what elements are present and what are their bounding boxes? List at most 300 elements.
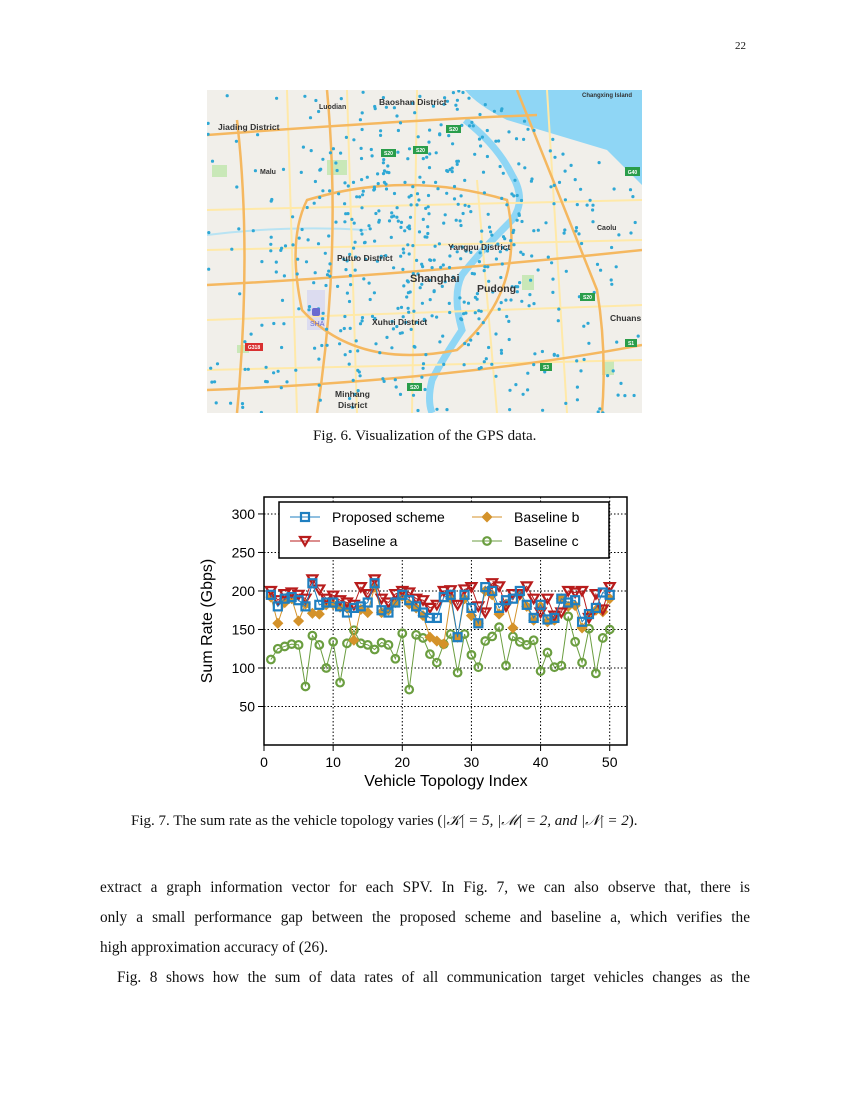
- gps-point: [382, 161, 385, 164]
- gps-point: [402, 251, 405, 254]
- gps-point: [215, 401, 218, 404]
- airport-icon: [312, 308, 320, 316]
- shield-g40: G40: [627, 170, 638, 176]
- gps-point: [349, 283, 352, 286]
- gps-point: [399, 121, 402, 124]
- gps-point: [441, 335, 444, 338]
- gps-point: [422, 218, 425, 221]
- gps-point: [319, 168, 322, 171]
- gps-point: [385, 336, 388, 339]
- gps-point: [508, 408, 511, 411]
- gps-point: [415, 259, 418, 262]
- gps-point: [431, 266, 434, 269]
- gps-point: [406, 157, 409, 160]
- gps-point: [612, 369, 615, 372]
- gps-point: [438, 242, 441, 245]
- gps-point: [334, 161, 337, 164]
- gps-point: [408, 227, 411, 230]
- text-line: high approximation accuracy of (26).: [100, 939, 329, 956]
- gps-point: [383, 181, 386, 184]
- gps-point: [455, 219, 458, 222]
- gps-point: [427, 194, 430, 197]
- gps-point: [558, 181, 561, 184]
- gps-point: [395, 385, 398, 388]
- gps-point: [549, 149, 552, 152]
- caption-math: |𝒦| = 5, |ℳ| = 2, and |𝒩| = 2: [442, 813, 629, 829]
- gps-point: [453, 185, 456, 188]
- gps-point: [563, 232, 566, 235]
- gps-point: [565, 270, 568, 273]
- gps-point: [591, 204, 594, 207]
- gps-point: [433, 289, 436, 292]
- gps-point: [438, 132, 441, 135]
- gps-point: [428, 152, 431, 155]
- x-tick-label: 30: [463, 754, 480, 770]
- gps-point: [481, 136, 484, 139]
- gps-point: [619, 382, 622, 385]
- gps-point: [361, 319, 364, 322]
- gps-point: [307, 308, 310, 311]
- gps-point: [360, 232, 363, 235]
- gps-point: [235, 185, 238, 188]
- gps-point: [461, 91, 464, 94]
- gps-point: [606, 374, 609, 377]
- gps-point: [434, 245, 437, 248]
- gps-point: [282, 168, 285, 171]
- x-tick-label: 40: [532, 754, 549, 770]
- gps-point: [348, 300, 351, 303]
- gps-point: [438, 340, 441, 343]
- gps-point: [478, 260, 481, 263]
- gps-point: [371, 154, 374, 157]
- gps-point: [446, 170, 449, 173]
- gps-point: [486, 155, 489, 158]
- gps-point: [591, 208, 594, 211]
- label-changxing: Changxing Island: [582, 93, 633, 99]
- gps-point: [448, 302, 451, 305]
- gps-point: [260, 324, 263, 327]
- gps-point: [478, 367, 481, 370]
- gps-point: [467, 205, 470, 208]
- gps-point: [582, 325, 585, 328]
- gps-point: [486, 129, 489, 132]
- gps-point: [396, 206, 399, 209]
- gps-point: [551, 291, 554, 294]
- gps-point: [411, 185, 414, 188]
- gps-point: [520, 199, 523, 202]
- gps-point: [281, 299, 284, 302]
- label-yangpu: Yangpu District: [448, 242, 511, 252]
- gps-point: [301, 228, 304, 231]
- gps-point: [610, 283, 613, 286]
- gps-point: [349, 350, 352, 353]
- gps-point: [378, 219, 381, 222]
- gps-point: [355, 339, 358, 342]
- gps-point: [629, 188, 632, 191]
- gps-point: [436, 187, 439, 190]
- gps-point: [280, 346, 283, 349]
- gps-point: [574, 178, 577, 181]
- gps-point: [459, 219, 462, 222]
- gps-point: [471, 272, 474, 275]
- gps-point: [312, 281, 315, 284]
- gps-point: [598, 407, 601, 410]
- gps-point: [361, 111, 364, 114]
- gps-point: [403, 181, 406, 184]
- gps-point: [463, 301, 466, 304]
- gps-point: [314, 271, 317, 274]
- gps-point: [352, 181, 355, 184]
- gps-point: [428, 166, 431, 169]
- gps-point: [362, 277, 365, 280]
- gps-point: [373, 240, 376, 243]
- gps-point: [516, 219, 519, 222]
- gps-point: [420, 376, 423, 379]
- gps-point: [617, 233, 620, 236]
- gps-point: [235, 140, 238, 143]
- gps-point: [419, 286, 422, 289]
- gps-point: [396, 307, 399, 310]
- gps-point: [352, 247, 355, 250]
- gps-point: [385, 187, 388, 190]
- gps-point: [349, 327, 352, 330]
- shield-s20: S20: [410, 385, 419, 391]
- gps-point: [340, 97, 343, 100]
- gps-point: [610, 246, 613, 249]
- gps-point: [541, 409, 544, 412]
- gps-point: [634, 221, 637, 224]
- gps-point: [282, 322, 285, 325]
- gps-point: [489, 230, 492, 233]
- gps-point: [463, 179, 466, 182]
- gps-point: [328, 189, 331, 192]
- gps-point: [343, 202, 346, 205]
- gps-point: [350, 218, 353, 221]
- gps-point: [408, 252, 411, 255]
- gps-point: [633, 394, 636, 397]
- gps-point: [360, 178, 363, 181]
- gps-point: [256, 133, 259, 136]
- gps-point: [336, 169, 339, 172]
- gps-point: [353, 222, 356, 225]
- gps-point: [321, 189, 324, 192]
- label-jiading: Jiading District: [218, 122, 280, 132]
- gps-point: [583, 358, 586, 361]
- gps-point: [426, 232, 429, 235]
- gps-point: [241, 402, 244, 405]
- gps-point: [500, 109, 503, 112]
- gps-point: [230, 248, 233, 251]
- gps-point: [403, 229, 406, 232]
- gps-point: [488, 226, 491, 229]
- gps-point: [478, 138, 481, 141]
- gps-point: [238, 292, 241, 295]
- gps-point: [241, 406, 244, 409]
- gps-point: [544, 221, 547, 224]
- gps-point: [477, 317, 480, 320]
- gps-point: [448, 254, 451, 257]
- label-baoshan: Baoshan District: [379, 97, 447, 107]
- gps-point: [247, 368, 250, 371]
- gps-point: [418, 176, 421, 179]
- label-luodian: Luodian: [319, 104, 347, 111]
- gps-point: [441, 285, 444, 288]
- gps-point: [322, 312, 325, 315]
- figure6-caption: Fig. 6. Visualization of the GPS data.: [313, 428, 537, 444]
- figure7-caption: [131, 812, 638, 830]
- gps-point: [347, 184, 350, 187]
- gps-point: [393, 192, 396, 195]
- legend-label: Baseline b: [514, 509, 580, 525]
- gps-point: [425, 236, 428, 239]
- gps-point: [468, 124, 471, 127]
- shield-s20: S20: [449, 127, 458, 133]
- gps-point: [362, 190, 365, 193]
- gps-point: [523, 166, 526, 169]
- gps-point: [422, 367, 425, 370]
- gps-point: [463, 342, 466, 345]
- gps-point: [327, 270, 330, 273]
- gps-point: [526, 372, 529, 375]
- gps-point: [317, 242, 320, 245]
- gps-point: [435, 408, 438, 411]
- y-tick-label: 150: [231, 621, 255, 638]
- gps-point: [467, 343, 470, 346]
- gps-point: [309, 116, 312, 119]
- gps-point: [374, 212, 377, 215]
- gps-point: [456, 99, 459, 102]
- gps-point: [528, 304, 531, 307]
- gps-point: [408, 147, 411, 150]
- gps-point: [551, 278, 554, 281]
- gps-point: [564, 402, 567, 405]
- gps-point: [557, 319, 560, 322]
- gps-point: [483, 269, 486, 272]
- gps-point: [623, 394, 626, 397]
- gps-point: [284, 244, 287, 247]
- gps-point: [264, 380, 267, 383]
- gps-point: [518, 281, 521, 284]
- gps-point: [442, 263, 445, 266]
- gps-point: [575, 229, 578, 232]
- gps-point: [277, 370, 280, 373]
- gps-point: [422, 181, 425, 184]
- gps-point: [260, 260, 263, 263]
- gps-point: [272, 322, 275, 325]
- gps-point: [552, 202, 555, 205]
- gps-point: [378, 351, 381, 354]
- gps-point: [401, 331, 404, 334]
- gps-point: [485, 357, 488, 360]
- gps-point: [505, 203, 508, 206]
- gps-point: [429, 259, 432, 262]
- gps-point: [500, 352, 503, 355]
- gps-point: [291, 243, 294, 246]
- gps-point: [547, 256, 550, 259]
- gps-point: [494, 140, 497, 143]
- gps-point: [358, 370, 361, 373]
- gps-point: [460, 318, 463, 321]
- gps-point: [487, 346, 490, 349]
- gps-point: [406, 243, 409, 246]
- gps-point: [279, 249, 282, 252]
- gps-point: [237, 227, 240, 230]
- gps-point: [512, 229, 515, 232]
- chart-series: [266, 575, 615, 693]
- gps-point: [580, 242, 583, 245]
- gps-point: [386, 164, 389, 167]
- gps-point: [512, 243, 515, 246]
- data-point: [509, 624, 517, 632]
- gps-point: [502, 172, 505, 175]
- y-tick-label: 100: [231, 659, 255, 676]
- gps-point: [327, 234, 330, 237]
- gps-point: [586, 322, 589, 325]
- gps-point: [416, 409, 419, 412]
- gps-point: [458, 296, 461, 299]
- gps-point: [576, 398, 579, 401]
- gps-point: [493, 110, 496, 113]
- gps-point: [530, 177, 533, 180]
- page-number: 22: [735, 40, 746, 52]
- gps-point: [435, 151, 438, 154]
- gps-point: [589, 199, 592, 202]
- gps-point: [448, 311, 451, 314]
- gps-point: [575, 226, 578, 229]
- gps-point: [344, 212, 347, 215]
- gps-point: [500, 197, 503, 200]
- gps-point: [501, 262, 504, 265]
- gps-point: [520, 300, 523, 303]
- gps-point: [354, 241, 357, 244]
- gps-point: [291, 215, 294, 218]
- gps-point: [523, 120, 526, 123]
- gps-point: [541, 350, 544, 353]
- gps-point: [343, 220, 346, 223]
- x-tick-label: 0: [260, 754, 268, 770]
- chart-legend: [279, 502, 609, 558]
- gps-point: [456, 163, 459, 166]
- gps-point: [424, 353, 427, 356]
- gps-point: [209, 367, 212, 370]
- gps-point: [423, 388, 426, 391]
- gps-map: [207, 90, 642, 413]
- gps-point: [424, 207, 427, 210]
- gps-point: [500, 301, 503, 304]
- gps-point: [373, 291, 376, 294]
- gps-point: [343, 327, 346, 330]
- gps-point: [250, 333, 253, 336]
- gps-point: [275, 270, 278, 273]
- gps-point: [494, 332, 497, 335]
- gps-point: [530, 254, 533, 257]
- gps-point: [564, 198, 567, 201]
- shield-s1: S1: [627, 341, 635, 347]
- gps-point: [382, 158, 385, 161]
- gps-point: [407, 311, 410, 314]
- caption-end: ).: [628, 813, 638, 829]
- gps-point: [505, 315, 508, 318]
- gps-point: [473, 153, 476, 156]
- gps-point: [280, 386, 283, 389]
- gps-point: [318, 384, 321, 387]
- gps-point: [397, 220, 400, 223]
- gps-point: [451, 142, 454, 145]
- gps-point: [216, 362, 219, 365]
- gps-point: [213, 380, 216, 383]
- label-minhang-district: District: [338, 400, 368, 410]
- gps-point: [343, 315, 346, 318]
- gps-point: [370, 148, 373, 151]
- gps-point: [610, 278, 613, 281]
- legend-label: Baseline c: [514, 533, 579, 549]
- gps-point: [482, 321, 485, 324]
- gps-point: [275, 261, 278, 264]
- gps-point: [532, 129, 535, 132]
- gps-point: [416, 192, 419, 195]
- label-putuo: Putuo District: [337, 253, 393, 263]
- gps-point: [528, 293, 531, 296]
- gps-point: [515, 137, 518, 140]
- gps-point: [405, 295, 408, 298]
- gps-point: [336, 285, 339, 288]
- gps-point: [383, 380, 386, 383]
- gps-point: [464, 204, 467, 207]
- label-minhang: Minhang: [335, 389, 370, 399]
- gps-point: [417, 198, 420, 201]
- gps-point: [332, 147, 335, 150]
- gps-point: [328, 262, 331, 265]
- gps-point: [576, 203, 579, 206]
- gps-point: [425, 156, 428, 159]
- gps-point: [459, 257, 462, 260]
- gps-point: [453, 197, 456, 200]
- gps-point: [339, 152, 342, 155]
- data-point: [295, 617, 303, 625]
- gps-point: [345, 136, 348, 139]
- gps-point: [390, 236, 393, 239]
- gps-point: [469, 339, 472, 342]
- gps-point: [395, 216, 398, 219]
- gps-point: [484, 103, 487, 106]
- gps-point: [486, 265, 489, 268]
- gps-point: [483, 191, 486, 194]
- x-tick-label: 10: [325, 754, 341, 770]
- gps-point: [313, 202, 316, 205]
- gps-point: [482, 171, 485, 174]
- gps-point: [577, 232, 580, 235]
- gps-point: [344, 353, 347, 356]
- y-tick-label: 300: [231, 505, 255, 522]
- gps-point: [392, 215, 395, 218]
- gps-point: [320, 344, 323, 347]
- gps-point: [459, 224, 462, 227]
- body-paragraph-1: [100, 873, 750, 993]
- caption-text: Fig. 7. The sum rate as the vehicle topology varies (: [131, 813, 443, 829]
- gps-point: [369, 227, 372, 230]
- gps-point: [570, 164, 573, 167]
- gps-point: [355, 195, 358, 198]
- gps-point: [390, 346, 393, 349]
- gps-point: [374, 107, 377, 110]
- gps-point: [440, 123, 443, 126]
- gps-point: [516, 290, 519, 293]
- gps-point: [376, 172, 379, 175]
- gps-point: [434, 181, 437, 184]
- gps-point: [354, 269, 357, 272]
- gps-point: [418, 230, 421, 233]
- gps-point: [408, 224, 411, 227]
